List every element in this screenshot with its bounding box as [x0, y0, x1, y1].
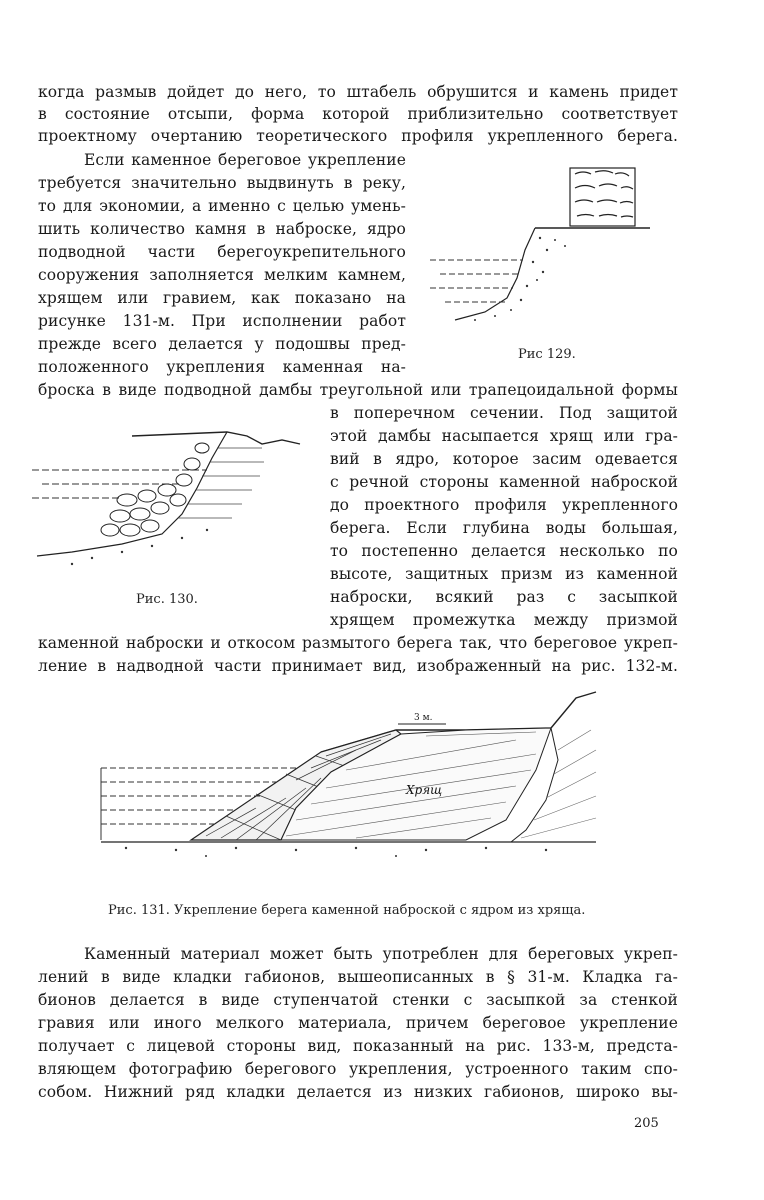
figure-129-drawing [425, 160, 655, 340]
text-line: в состояние отсыпи, форма которой приблизительно соответствует [38, 105, 678, 123]
text-line: положенного укрепления каменная на- [38, 358, 406, 376]
text-line: хрящем или гравием, как показано на [38, 289, 406, 307]
text-line: бионов делается в виде ступенчатой стенки с засыпкой за стенкой [38, 991, 678, 1009]
figure-130-drawing [32, 418, 302, 578]
text-line: ление в надводной части принимает вид, изображенный на рис. 132-м. [38, 657, 678, 675]
text-line: с речной стороны каменной наброской [330, 473, 678, 491]
text-line: берега. Если глубина воды большая, [330, 519, 678, 537]
text-line: шить количество камня в наброске, ядро [38, 220, 406, 238]
text-line: сооружения заполняется мелким камнем, [38, 266, 406, 284]
text-line: когда размыв дойдет до него, то штабель обрушится и камень придет [38, 83, 678, 101]
text-line: Каменный материал может быть употреблен для береговых укреп- [84, 945, 678, 963]
figure-131-dimension: 3 м. [414, 713, 433, 723]
figure-131-caption: Рис. 131. Укрепление берега каменной наброской с ядром из хряща. [108, 903, 586, 918]
page-number: 205 [634, 1116, 659, 1131]
text-line: прежде всего делается у подошвы пред- [38, 335, 406, 353]
text-line: собом. Нижний ряд кладки делается из низких габионов, широко вы- [38, 1083, 678, 1101]
text-line: наброски, всякий раз с засыпкой [330, 588, 678, 606]
text-line: каменной наброски и откосом размытого берега так, что береговое укреп- [38, 634, 678, 652]
text-line: то постепенно делается несколько по [330, 542, 678, 560]
text-line: проектному очертанию теоретического профиля укрепленного берега. [38, 127, 678, 145]
text-line: Если каменное береговое укрепление [84, 151, 406, 169]
text-line: хрящем промежутка между призмой [330, 611, 678, 629]
text-line: высоте, защитных призм из каменной [330, 565, 678, 583]
text-line: броска в виде подводной дамбы треугольной или трапецоидальной формы [38, 381, 678, 399]
figure-131-drawing [96, 690, 616, 890]
text-line: этой дамбы насыпается хрящ или гра- [330, 427, 678, 445]
text-line: в поперечном сечении. Под защитой [330, 404, 678, 422]
figure-129-caption: Рис 129. [518, 347, 576, 362]
text-line: то для экономии, а именно с целью умень- [38, 197, 406, 215]
text-line: рисунке 131-м. При исполнении работ [38, 312, 406, 330]
figure-130-caption: Рис. 130. [136, 592, 198, 607]
text-line: до проектного профиля укрепленного [330, 496, 678, 514]
text-line: получает с лицевой стороны вид, показанный на рис. 133-м, предста- [38, 1037, 678, 1055]
text-line: гравия или иного мелкого материала, причем береговое укрепление [38, 1014, 678, 1032]
text-line: подводной части берегоукрепительного [38, 243, 406, 261]
figure-131-core-label: Хрящ [406, 783, 443, 797]
text-line: вий в ядро, которое засим одевается [330, 450, 678, 468]
text-line: требуется значительно выдвинуть в реку, [38, 174, 406, 192]
text-line: вляющем фотографию берегового укрепления, устроенного таким спо- [38, 1060, 678, 1078]
text-line: лений в виде кладки габионов, вышеописанных в § 31-м. Кладка га- [38, 968, 678, 986]
